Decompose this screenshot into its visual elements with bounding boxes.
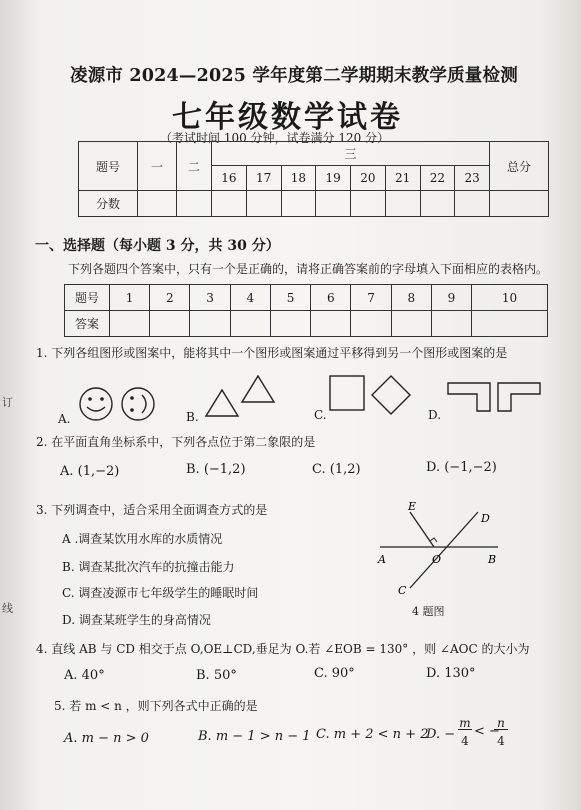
answer-num: 2: [150, 285, 190, 311]
diamond-icon: [372, 376, 410, 414]
score-cell[interactable]: [420, 191, 455, 217]
margin-mark-xian: 线: [2, 602, 13, 615]
q5-option-a: A. m − n > 0: [64, 731, 149, 746]
score-sub-21: 21: [385, 166, 420, 191]
q3-option-d: D. 调查某班学生的身高情况: [62, 613, 211, 627]
triangle-icon: [206, 390, 238, 416]
q1-stem: 1. 下列各组图形或图案中，能将其中一个图形或图案通过平移得到另一个图形或图案的是: [36, 346, 508, 360]
margin-mark-ding: 订: [2, 396, 13, 409]
answer-cell[interactable]: [190, 311, 230, 337]
score-sub-20: 20: [351, 166, 386, 191]
q3-option-b: B. 调查某批次汽车的抗撞击能力: [62, 560, 235, 574]
answer-cell[interactable]: [230, 311, 270, 337]
answer-num: 6: [311, 285, 351, 311]
exam-subtitle: （考试时间 100 分钟，试卷满分 120 分）: [160, 131, 390, 145]
smiley-faces-figure: [76, 384, 166, 424]
answer-num: 5: [270, 285, 310, 311]
q3-option-a: A .调查某饮用水库的水质情况: [62, 532, 223, 546]
l-shape-icon: [498, 383, 540, 411]
score-table: [78, 141, 549, 217]
exam-title: 七年级数学试卷: [172, 100, 403, 135]
score-cell[interactable]: [212, 191, 247, 217]
label-o: O: [432, 553, 442, 566]
q4-option-d: D. 130°: [426, 666, 476, 681]
score-col-1: 一: [138, 142, 177, 191]
l-shapes-figure: [446, 380, 546, 416]
score-sub-22: 22: [420, 166, 455, 191]
answer-cell[interactable]: [391, 311, 431, 337]
score-sub-18: 18: [281, 166, 316, 191]
score-col-2: 二: [177, 142, 212, 191]
q4-option-c: C. 90°: [314, 666, 355, 681]
answer-num: 3: [190, 285, 230, 311]
answer-table: [64, 284, 548, 337]
answer-num: 1: [110, 285, 150, 311]
score-col-3: 三: [212, 142, 490, 166]
answer-num: 9: [431, 285, 471, 311]
q4-figure: [370, 500, 510, 600]
triangles-figure: [202, 372, 282, 422]
q2-option-b: B. (−1,2): [186, 462, 246, 477]
score-cell[interactable]: [246, 191, 281, 217]
q2-option-c: C. (1,2): [312, 462, 361, 477]
section-instruction: 下列各题四个答案中，只有一个是正确的，请将正确答案前的字母填入下面相应的表格内。: [68, 262, 549, 276]
section-heading: 一、选择题（每小题 3 分，共 30 分）: [35, 238, 280, 254]
q2-option-a: A. (1,−2): [60, 464, 120, 479]
answer-cell[interactable]: [270, 311, 310, 337]
label-b: B: [488, 553, 497, 566]
square-icon: [330, 376, 364, 410]
score-cell[interactable]: [490, 191, 549, 217]
exam-header: 凌源市 2024—2025 学年度第二学期期末教学质量检测: [70, 66, 518, 86]
answer-cell[interactable]: [150, 311, 190, 337]
score-row-label: 题号: [79, 142, 138, 191]
answer-num: 4: [230, 285, 270, 311]
q5-option-d: D. −: [426, 727, 456, 742]
score-cell[interactable]: [455, 191, 490, 217]
q3-stem: 3. 下列调查中，适合采用全面调查方式的是: [36, 503, 268, 517]
label-d: D: [481, 512, 490, 525]
q4-option-a: A. 40°: [64, 668, 105, 683]
score-total: 总分: [490, 142, 549, 191]
squares-figure: [328, 374, 418, 416]
q1-option-c: C.: [314, 408, 327, 422]
q5-d-rel: < −: [474, 724, 500, 739]
answer-num: 8: [391, 285, 431, 311]
answer-num: 7: [351, 285, 391, 311]
score-cell[interactable]: [138, 191, 177, 217]
label-c: C: [398, 584, 407, 597]
score-sub-16: 16: [212, 166, 247, 191]
score-cell[interactable]: [281, 191, 316, 217]
q5-option-c: C. m + 2 < n + 2: [316, 727, 429, 742]
answer-num: 10: [472, 285, 548, 311]
q4-option-b: B. 50°: [196, 668, 237, 683]
label-a: A: [378, 553, 386, 566]
q5-d-den2: 4: [497, 734, 505, 748]
triangle-icon: [242, 376, 274, 402]
q1-option-a: A.: [58, 412, 71, 426]
smiley-face-icon: [80, 388, 112, 420]
q5-d-den1: 4: [461, 734, 469, 748]
score-sub-17: 17: [246, 166, 281, 191]
q1-option-b: B.: [186, 410, 199, 424]
q4-stem: 4. 直线 AB 与 CD 相交于点 O,OE⊥CD,垂足为 O.若 ∠EOB = 130° ，则 ∠AOC 的大小为: [36, 642, 530, 656]
q5-option-b: B. m − 1 > n − 1: [198, 729, 311, 744]
answer-row-label: 题号: [65, 285, 110, 311]
score-cell[interactable]: [351, 191, 386, 217]
answer-cell[interactable]: [431, 311, 471, 337]
q2-stem: 2. 在平面直角坐标系中，下列各点位于第二象限的是: [36, 435, 316, 449]
q5-stem: 5. 若 m < n ，则下列各式中正确的是: [54, 699, 258, 713]
answer-cell[interactable]: [472, 311, 548, 337]
answer-cell[interactable]: [351, 311, 391, 337]
q1-option-d: D.: [428, 408, 442, 422]
answer-row2-label: 答案: [65, 311, 110, 337]
q2-option-d: D. (−1,−2): [426, 460, 497, 475]
l-shape-icon: [448, 383, 490, 411]
answer-cell[interactable]: [110, 311, 150, 337]
q5-d-num1: m: [459, 716, 471, 730]
q3-option-c: C. 调查凌源市七年级学生的睡眠时间: [62, 586, 259, 600]
q5-d-bar2: [494, 729, 508, 730]
q5-d-num2: n: [497, 716, 505, 730]
q4-figure-caption: 4 题图: [412, 605, 445, 618]
smiley-face-icon: [122, 388, 154, 420]
score-cell[interactable]: [385, 191, 420, 217]
label-e: E: [408, 500, 417, 513]
score-sub-19: 19: [316, 166, 351, 191]
answer-cell[interactable]: [311, 311, 351, 337]
score-cell[interactable]: [177, 191, 212, 217]
score-sub-23: 23: [455, 166, 490, 191]
score-row2-label: 分数: [79, 191, 138, 217]
score-cell[interactable]: [316, 191, 351, 217]
q5-d-bar1: [458, 729, 472, 730]
